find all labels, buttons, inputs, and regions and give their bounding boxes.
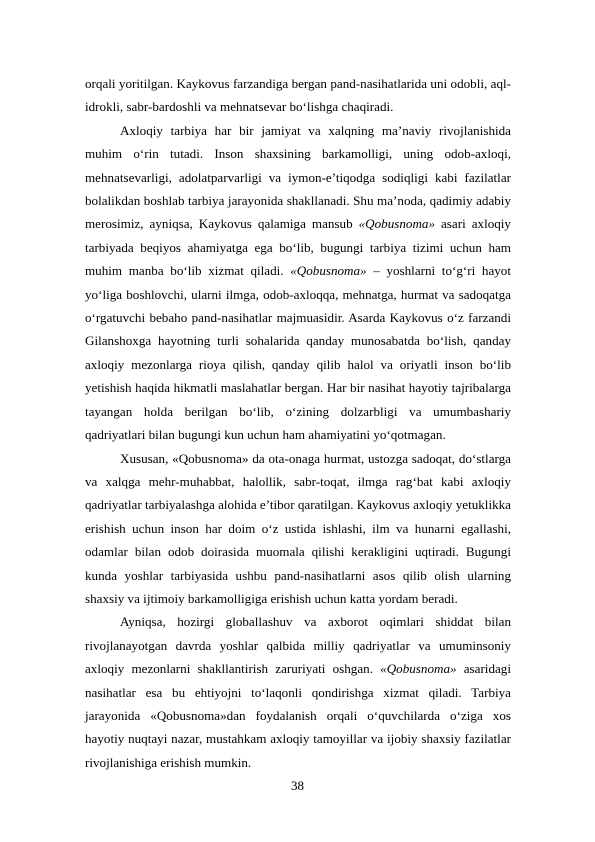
paragraph-2-text-c: – yoshlarni to‘g‘ri hayot yo‘liga boshlovchi, ularni ilmga, odob-axloqqa, mehnatga, hurmat va sadoqatga o‘rgatuvchi bebaho pand-nasihatlar majmuasidir. Asarda Kaykovus o‘z farzandi Gilanshoxga hayotning turli sohalarida qanday munosabatda bo‘lish, qanday axloqiy mezonlarga rioya qilish, qanday qilib halol va oriyatli inson bo‘lib yetishish haqida hikmatli maslahatlar bergan. Har bir nasihat hayotiy tajribalarga tayangan holda berilgan bo‘lib, o‘zining dolzarbligi va umumbashariy qadriyatlari bilan bugungi kun uchun ham ahamiyatini yo‘qotmagan.	[85, 263, 511, 443]
paragraph-1-text: orqali yoritilgan. Kaykovus farzandiga bergan pand-nasihatlarida uni odobli, aql-idrokli, sabr-bardoshli va mehnatsevar bo‘lishga chaqiradi.	[85, 76, 511, 115]
paragraph-3	[85, 447, 511, 611]
book-title-italic: «Qobusnoma»	[358, 216, 435, 232]
book-title-italic: «Qobusnoma»	[380, 661, 457, 677]
paragraph-2-text-b: asari axloqiy tarbiyada beqiyos ahamiyatga ega bo‘lib, bugungi tarbiya tizimi uchun ham muhim manba bo‘lib xizmat qiladi.	[85, 216, 511, 279]
paragraph-4-text-b: asaridagi nasihatlar esa bu ehtiyojni to‘laqonli qondirishga xizmat qiladi. Tarbiya jarayonida «Qobusnoma»dan foydalanish orqali o‘quvchilarda o‘ziga xos hayotiy nuqtayi nazar, mustahkam axloqiy tamoyillar va ijobiy shaxsiy fazilatlar rivojlanishiga erishish mumkin.	[85, 661, 511, 770]
book-title-italic: «Qobusnoma»	[290, 263, 367, 279]
paragraph-2	[85, 119, 511, 447]
paragraph-4	[85, 610, 511, 774]
page-number: 38	[291, 778, 304, 793]
paragraph-2-text-a: Axloqiy tarbiya har bir jamiyat va xalqning ma’naviy rivojlanishida muhim o‘rin tutadi. Inson shaxsining barkamolligi, uning odob-axloqi, mehnatsevarligi, adolatparvarligi va iymon-e’tiqodga sodiqligi kabi fazilatlar bolalikdan boshlab tarbiya jarayonida shakllanadi. Shu ma’noda, qadimiy adabiy merosimiz, ayniqsa, Kaykovus qalamiga mansub	[85, 122, 511, 232]
paragraph-1	[85, 72, 511, 119]
paragraph-3-text: Xususan, «Qobusnoma» da ota-onaga hurmat, ustozga sadoqat, do‘stlarga va xalqga mehr-muhabbat, halollik, sabr-toqat, ilmga rag‘bat kabi axloqiy qadriyatlar tarbiyalashga alohida e’tibor qaratilgan. Kaykovus axloqiy yetuklikka erishish uchun inson har doim o‘z ustida ishlashi, ilm va hunarni egallashi, odamlar bilan odob doirasida muomala qilishi kerakligini uqtiradi. Bugungi kunda yoshlar tarbiyasida ushbu pand-nasihatlarni asos qilib olish ularning shaxsiy va ijtimoiy barkamolligiga erishish uchun katta yordam beradi.	[85, 450, 511, 606]
paragraph-4-text-a: Ayniqsa, hozirgi globallashuv va axborot oqimlari shiddat bilan rivojlanayotgan davrda yoshlar qalbida milliy qadriyatlar va umuminsoniy axloqiy mezonlarni shakllantirish zaruriyati oshgan.	[85, 614, 511, 677]
page-body	[85, 72, 511, 774]
